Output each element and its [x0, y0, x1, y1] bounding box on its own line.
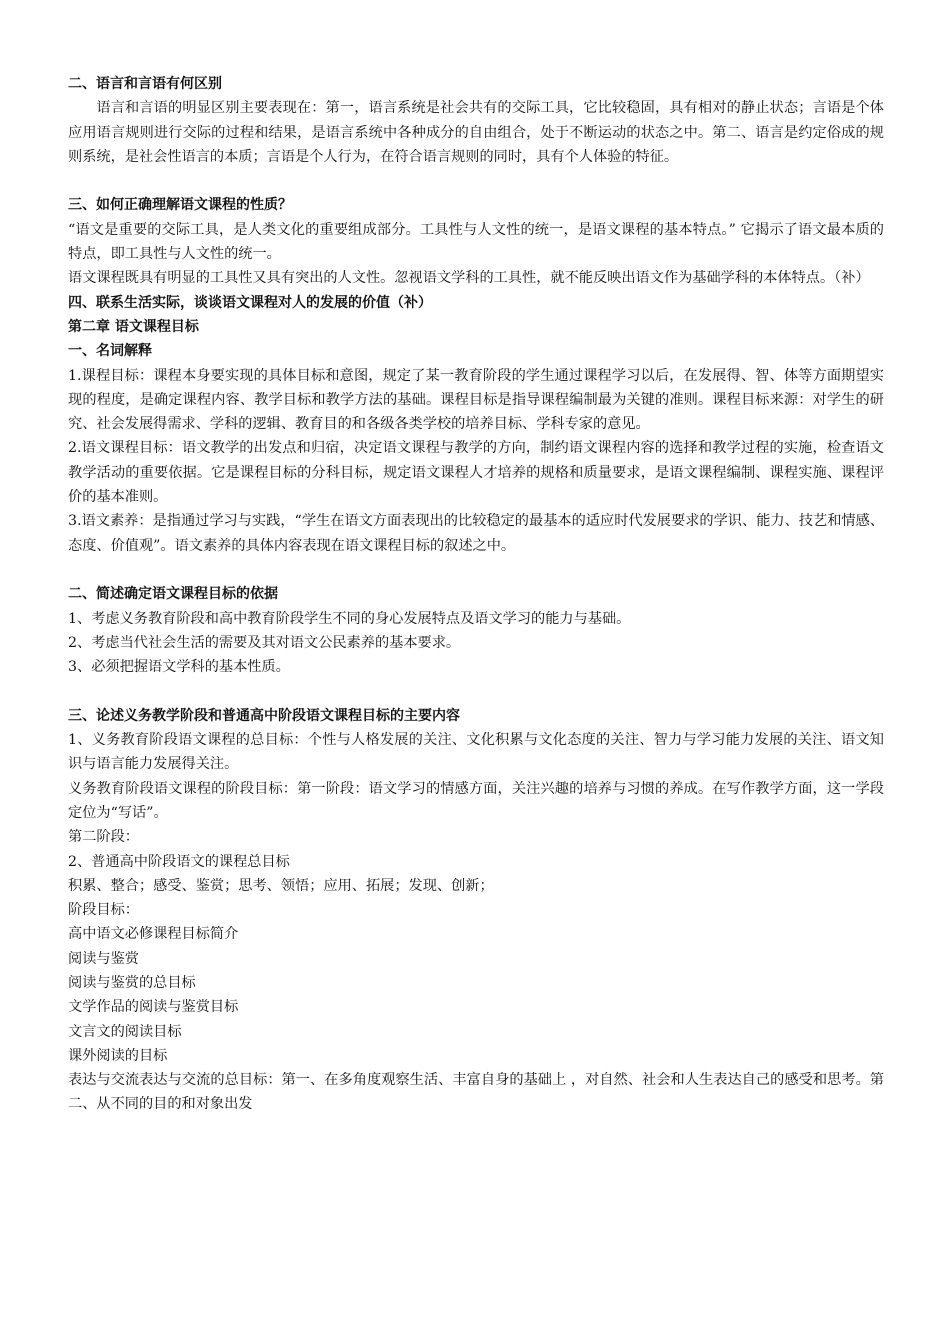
paragraph: 3.语文素养：是指通过学习与实践，“学生在语文方面表现出的比较稳定的最基本的适应时代发展要求的学识、能力、技艺和情感、态度、价值观”。语文素养的具体内容表现在语文课程目标的叙述之中。 [68, 513, 884, 554]
chapter-title: 第二章 语文课程目标 [68, 318, 199, 335]
paragraph: 第二阶段： [68, 829, 139, 846]
paragraph: 语文课程既具有明显的工具性又具有突出的人文性。忽视语文学科的工具性，就不能反映出语文作为基础学科的本体特点。（补） [68, 270, 870, 287]
paragraph: 课外阅读的目标 [68, 1047, 168, 1064]
spacer [68, 558, 884, 582]
paragraph: 表达与交流表达与交流的总目标：第一、在多角度观察生活、丰富自身的基础上 ，对自然、社会和人生表达自己的感受和思考。第二、从不同的目的和对象出发 [68, 1072, 884, 1113]
paragraph: 阅读与鉴赏的总目标 [68, 974, 196, 991]
paragraph: 阅读与鉴赏 [68, 950, 139, 967]
paragraph: 1.课程目标：课程本身要实现的具体目标和意图，规定了某一教育阶段的学生通过课程学习以后，在发展得、智、体等方面期望实现的程度，是确定课程内容、教学目标和教学方法的基础。课程目标是指导课程编制最为关键的准则。课程目标来源：对学生的研究、社会发展得需求、学科的逻辑、教育目的和各级各类学校的培养目标、学科专家的意见。 [68, 367, 884, 433]
paragraph: 语言和言语的明显区别主要表现在：第一，语言系统是社会共有的交际工具，它比较稳固，具有相对的静止状态；言语是个体应用语言规则进行交际的过程和结果，是语言系统中各种成分的自由组合，处于不断运动的状态之中。第二、语言是约定俗成的规则系统，是社会性语言的本质；言语是个人行为，在符合语言规则的同时，具有个人体验的特征。 [68, 100, 884, 165]
list-item: 3、必须把握语文学科的基本性质。 [68, 659, 290, 676]
section-heading: 二、简述确定语文课程目标的依据 [68, 586, 278, 603]
section-heading: 三、如何正确理解语文课程的性质？ [68, 197, 292, 214]
paragraph: 阶段目标： [68, 902, 139, 919]
paragraph: “语文是重要的交际工具，是人类文化的重要组成部分。工具性与人文性的统一，是语文课程的基本特点。” 它揭示了语文最本质的特点，即工具性与人文性的统一。 [68, 221, 884, 263]
spacer [68, 679, 884, 703]
document-page [68, 72, 884, 1117]
paragraph: 文言文的阅读目标 [68, 1023, 182, 1040]
paragraph: 高中语文必修课程目标简介 [68, 926, 239, 943]
paragraph: 文学作品的阅读与鉴赏目标 [68, 999, 239, 1016]
paragraph: 2、普通高中阶段语文的课程总目标 [68, 853, 290, 870]
section-heading: 四、联系生活实际，谈谈语文课程对人的发展的价值（补） [68, 294, 432, 311]
paragraph: 1、义务教育阶段语文课程的总目标：个性与人格发展的关注、文化积累与文化态度的关注、智力与学习能力发展的关注、语文知识与语言能力发展得关注。 [68, 732, 884, 773]
paragraph: 积累、整合；感受、鉴赏；思考、领悟；应用、拓展；发现、创新； [68, 877, 494, 894]
paragraph: 2.语文课程目标：语文教学的出发点和归宿，决定语文课程与教学的方向，制约语文课程内容的选择和教学过程的实施，检查语文教学活动的重要依据。它是课程目标的分科目标，规定语文课程人才培养的规格和质量要求，是语文课程编制、课程实施、课程评价的基本准则。 [68, 440, 884, 506]
list-item: 2、考虑当代社会生活的需要及其对语文公民素养的基本要求。 [68, 634, 461, 651]
section-heading: 三、论述义务教学阶段和普通高中阶段语文课程目标的主要内容 [68, 707, 460, 724]
spacer [68, 169, 884, 193]
section-heading: 二、语言和言语有何区别 [68, 76, 222, 92]
paragraph: 义务教育阶段语文课程的阶段目标：第一阶段：语文学习的情感方面，关注兴趣的培养与习惯的养成。在写作教学方面，这一学段定位为“写话”。 [68, 780, 884, 821]
section-heading: 一、名词解释 [68, 343, 152, 360]
list-item: 1、考虑义务教育阶段和高中教育阶段学生不同的身心发展特点及语文学习的能力与基础。 [68, 610, 631, 627]
